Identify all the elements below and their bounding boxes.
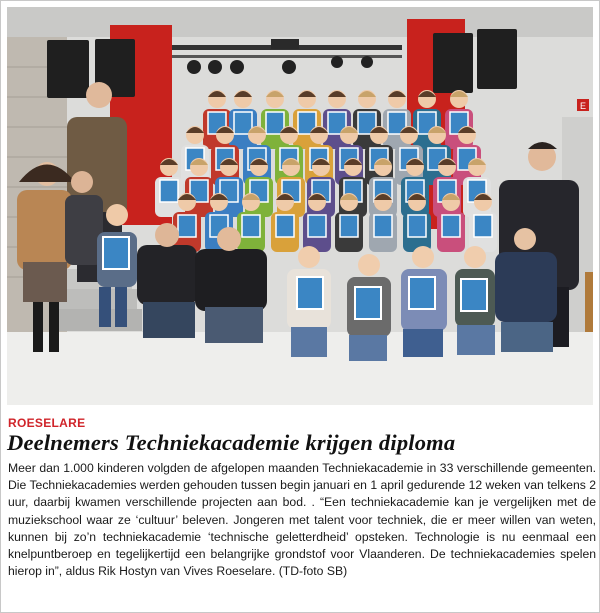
speaker-right-1 (433, 33, 473, 93)
speaker-right-2 (477, 29, 517, 89)
group-photo (7, 7, 593, 405)
crowd (155, 90, 497, 252)
speaker-left-1 (47, 40, 89, 98)
group-photo-illustration (7, 7, 593, 405)
exit-sign-text: E (580, 101, 587, 111)
article-kicker: ROESELARE (8, 416, 86, 430)
article-body: Meer dan 1.000 kinderen volgden de afgelopen maanden Techniekacademie in 33 verschillende gemeenten. Die Techniekacademies werden gehouden tussen begin januari en 1 april gedurende 12 weken van telkens 2 uur, daarbij kwamen verschillende projecten aan bod. . “Een techniekacademie kan je vergelijken met de muziekschool waar ze ‘cultuur’ beleven. Jongeren met talent voor techniek, die er meer willen van weten, kunnen bij zo’n techniekacademie ‘technische geletterdheid’ opsteken. Technologie is nu eenmaal een knelpuntberoep en tegelijkertijd een belangrijke grondstof voor Vlaanderen. De techniekacademies spelen hierop in”, aldus Rik Hostyn van Vives Roeselare. (TD-foto SB) (8, 461, 596, 579)
article-headline: Deelnemers Techniekacademie krijgen diploma (7, 430, 456, 455)
